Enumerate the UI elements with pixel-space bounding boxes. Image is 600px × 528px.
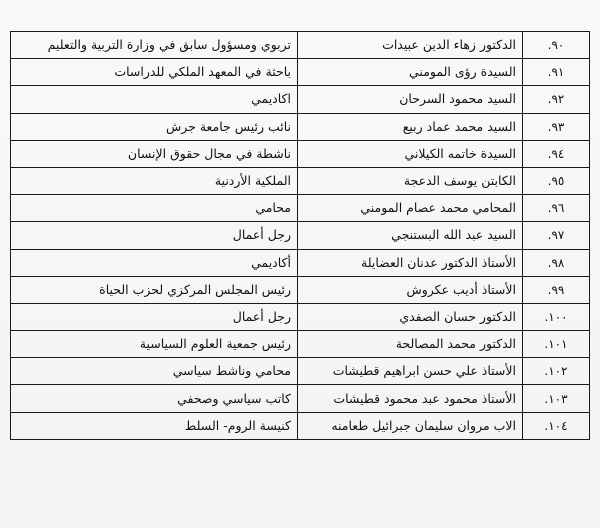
- person-name: السيدة خاتمه الكيلاني: [298, 140, 523, 167]
- row-number: ١٠٣.: [523, 385, 590, 412]
- row-number: ٩٣.: [523, 113, 590, 140]
- row-number: ٩٧.: [523, 222, 590, 249]
- person-description: كنيسة الروم- السلط: [11, 412, 298, 439]
- table-row: [11, 385, 590, 412]
- person-name: السيدة رؤى المومني: [298, 59, 523, 86]
- person-description: نائب رئيس جامعة جرش: [11, 113, 298, 140]
- person-name: المحامي محمد عصام المومني: [298, 195, 523, 222]
- person-name: الدكتور زهاء الدين عبيدات: [298, 32, 523, 59]
- person-name: الكابتن يوسف الدعجة: [298, 167, 523, 194]
- table-row: [11, 303, 590, 330]
- person-name: السيد محمد عماد ربيع: [298, 113, 523, 140]
- table-row: [11, 276, 590, 303]
- row-number: ٩٤.: [523, 140, 590, 167]
- row-number: ٩٨.: [523, 249, 590, 276]
- row-number: ١٠٢.: [523, 358, 590, 385]
- person-name: السيد محمود السرحان: [298, 86, 523, 113]
- row-number: ٩٥.: [523, 167, 590, 194]
- row-number: ٩٦.: [523, 195, 590, 222]
- row-number: ٩٠.: [523, 32, 590, 59]
- person-description: اكاديمي: [11, 86, 298, 113]
- person-description: رئيس جمعية العلوم السياسية: [11, 331, 298, 358]
- table-row: [11, 167, 590, 194]
- person-description: محامي وناشط سياسي: [11, 358, 298, 385]
- person-description: رئيس المجلس المركزي لحزب الحياة: [11, 276, 298, 303]
- person-name: السيد عبد الله البستنجي: [298, 222, 523, 249]
- person-description: رجل أعمال: [11, 303, 298, 330]
- person-name: الدكتور محمد المصالحة: [298, 331, 523, 358]
- person-description: الملكية الأردنية: [11, 167, 298, 194]
- person-description: أكاديمي: [11, 249, 298, 276]
- table-row: [11, 59, 590, 86]
- person-description: باحثة في المعهد الملكي للدراسات: [11, 59, 298, 86]
- person-name: الأستاذ الدكتور عدنان العضايلة: [298, 249, 523, 276]
- person-description: ناشطة في مجال حقوق الإنسان: [11, 140, 298, 167]
- person-description: محامي: [11, 195, 298, 222]
- row-number: ٩٢.: [523, 86, 590, 113]
- row-number: ١٠١.: [523, 331, 590, 358]
- table-row: [11, 86, 590, 113]
- table-row: [11, 32, 590, 59]
- row-number: ٩٩.: [523, 276, 590, 303]
- row-number: ١٠٤.: [523, 412, 590, 439]
- table-row: [11, 113, 590, 140]
- members-table: [10, 31, 590, 440]
- person-description: تربوي ومسؤول سابق في وزارة التربية والتعليم: [11, 32, 298, 59]
- person-name: الاب مروان سليمان جبرائيل طعامنه: [298, 412, 523, 439]
- person-description: كاتب سياسي وصحفي: [11, 385, 298, 412]
- person-name: الأستاذ محمود عبد محمود قطيشات: [298, 385, 523, 412]
- table-row: [11, 140, 590, 167]
- table-row: [11, 331, 590, 358]
- table-row: [11, 412, 590, 439]
- person-name: الأستاذ علي حسن ابراهيم قطيشات: [298, 358, 523, 385]
- person-name: الدكتور حسان الصفدي: [298, 303, 523, 330]
- person-description: رجل أعمال: [11, 222, 298, 249]
- row-number: ٩١.: [523, 59, 590, 86]
- table-row: [11, 358, 590, 385]
- table-row: [11, 249, 590, 276]
- table-row: [11, 222, 590, 249]
- person-name: الأستاذ أديب عكروش: [298, 276, 523, 303]
- row-number: ١٠٠.: [523, 303, 590, 330]
- table-row: [11, 195, 590, 222]
